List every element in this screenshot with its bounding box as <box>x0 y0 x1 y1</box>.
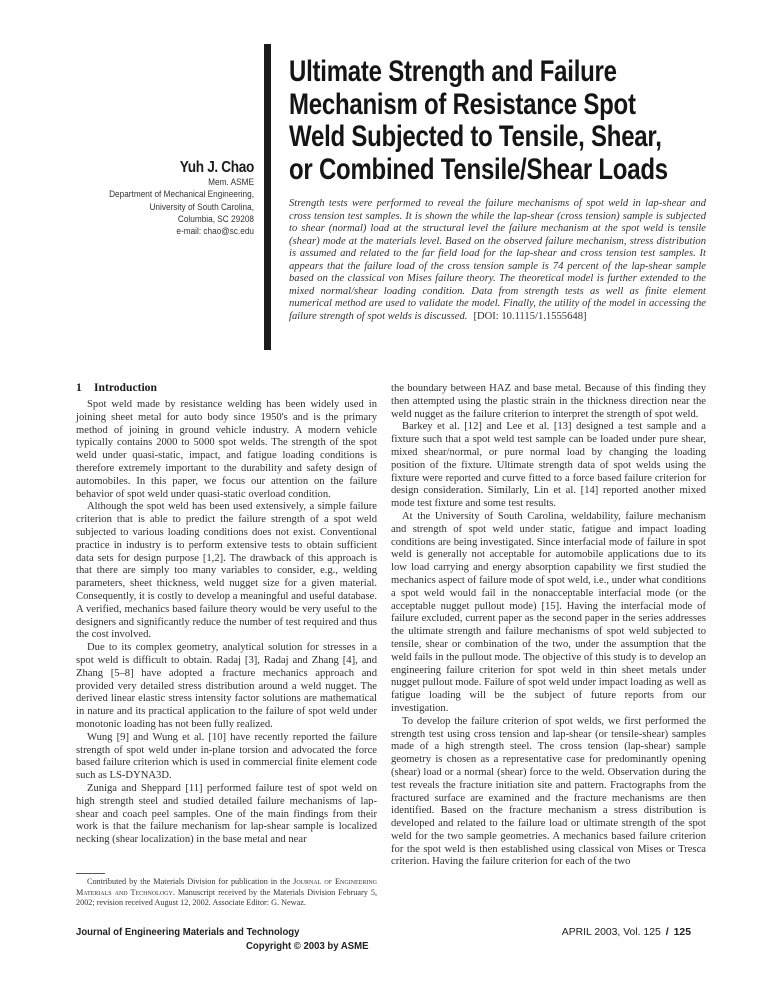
title-line: Weld Subjected to Tensile, Shear, <box>289 120 662 153</box>
paragraph: Due to its complex geometry, analytical solution for stresses in a spot weld is difficult to obtain. Radaj [3], Radaj and Zhang [4], and Zhang [5–8] have adopted a fracture mechanics approach and provided very detailed stress distribution around a weld nugget. The derived linear elastic stress intensity factor solutions are mathematical in nature and its practical application to the failure of spot weld under monotonic loading has not been fully realized. <box>76 642 377 730</box>
author-department: Department of Mechanical Engineering, <box>109 189 254 201</box>
paragraph: At the University of South Carolina, weldability, failure mechanism and strength of spot weld under static, fatigue and impact loading conditions are being investigated. Since interfacial mode of failure in spot weld is generally not acceptable for automobile applications due to its low load carrying and energy absorption capability we first studied the mechanics aspect of failure mode of spot weld, i.e., under what conditions a spot weld would fail in the nonacceptable interfacial mode (or the acceptable nugget pullout mode) [15]. Having the interfacial mode of failure excluded, current paper as the second paper in the series addresses the ultimate strength and failure mechanisms of spot weld subjected to tensile, shear or combination of the two, under the assumption that the weld fails in the pullout mode. The objective of this study is to develop an engineering failure criterion for spot weld in thin sheet metals under nugget pullout mode. Failure of spot weld under impact loading as well as fatigue loading will be the subject of future reports from our investigation. <box>391 510 706 714</box>
abstract <box>289 198 706 323</box>
author-email: e-mail: chao@sc.edu <box>176 226 254 238</box>
footnote-suffix: . Manuscript received by the Materials Division February 5, 2002; revision received August 12, 2002. Associate Editor: G. Newaz. <box>76 887 378 908</box>
paragraph: Zuniga and Sheppard [11] performed failure test of spot weld on high strength steel and studied detailed failure mechanisms of lap-shear and coach peel samples. One of the main findings from their work is that the failure mechanism for lap-shear sample is localized necking (shear localization) in the base metal and near <box>76 782 377 846</box>
footnote-rule <box>76 873 105 874</box>
section-title: Introduction <box>94 381 157 394</box>
title-line: Ultimate Strength and Failure <box>289 55 617 88</box>
footer-separator: / <box>665 927 669 938</box>
author-block <box>60 158 254 238</box>
paragraph: Wung [9] and Wung et al. [10] have recently reported the failure strength of spot weld under in-plane torsion and advocated the force based failure criterion which is used in commercial finite element code such as LS-DYNA3D. <box>76 731 377 782</box>
section-number: 1 <box>76 381 82 394</box>
doi-reference: [DOI: 10.1115/1.1555648] <box>473 310 587 322</box>
abstract-text: Strength tests were performed to reveal the failure mechanisms of spot weld in lap-shear and cross tension test samples. It is shown the while the lap-shear (cross tension) sample is subjected to shear (normal) load at the structural level the failure mechanism at the spot weld is tensile (shear) mode at the materials level. Based on the observed failure mechanism, stress distribution is assumed and related to the far field load for the lap-shear and cross tension test samples. It appears that the failure load of the cross tension sample is 74 percent of the lap-shear sample based on the classical von Mises failure theory. The theoretical model is further extended to the mixed normal/shear loading condition. Data from strength tests as well as finite element numerical method are used to validate the model. Finally, the utility of the model in accessing the failure strength of spot welds is discussed. <box>289 198 706 322</box>
paragraph: Spot weld made by resistance welding has been widely used in joining sheet metal for auto body since 1950's and is the primary method of joining in ground vehicle industry. A modern vehicle typically contains 2000 to 5000 spot welds. The strength of the spot weld under quasi-static, impact, and fatigue loading conditions is therefore extremely important to the durability and safety design of automobiles. In this paper, we focus our attention on the failure behavior of spot weld under quasi-static overload condition. <box>76 399 377 500</box>
author-city: Columbia, SC 29208 <box>177 213 254 225</box>
section-heading <box>76 381 377 395</box>
page-number: 125 <box>673 927 691 938</box>
right-column <box>391 383 706 869</box>
title-line: Mechanism of Resistance Spot <box>289 87 636 121</box>
author-name: Yuh J. Chao <box>179 159 254 176</box>
author-membership: Mem. ASME <box>208 177 254 188</box>
paragraph: Although the spot weld has been used extensively, a simple failure criterion that is able to predict the failure strength of a spot weld subjected to various loading conditions does not exist. Conventional practice in industry is to perform extensive tests to obtain sufficient data sets for design purpose [1,2]. The drawback of this approach is that there are simply too many variables to consider, e.g., welding parameters, sheet thickness, weld nugget size for a given material. Consequently, it is costly to develop a meaningful and useful database. A verified, mechanics based failure theory would be very useful to the designers and significantly reduce the number of test required and thus the cost involved. <box>76 501 377 641</box>
paragraph: To develop the failure criterion of spot welds, we first performed the strength test using cross tension and lap-shear (or tensile-shear) samples made of a high strength steel. The cross tension (lap-shear) sample geometry is chosen as a representative case for predominantly opening (shear) load or a normal (shear) force to the weld. Observation during the test reveals the fracture initiation site and pattern. Fractographs from the fractured surface are examined and the fracture mechanisms are then identified. Based on the fracture mechanism a stress distribution is developed and related to the failure load or ultimate strength of the spot weld for the two sample geometries. A mechanics based failure criterion for the spot weld is then established using classical von Mises or Tresca criterion. Having the failure criterion for each of the two <box>391 715 706 868</box>
paper-title <box>289 56 719 186</box>
footnote-prefix: Contributed by the Materials Division for publication in the <box>87 877 294 886</box>
footer-copyright: Copyright © 2003 by ASME <box>246 941 369 952</box>
left-column <box>76 381 377 847</box>
footnote-journal: Journal of Engineering Materials and Technology <box>76 877 377 897</box>
title-line: or Combined Tensile/Shear Loads <box>289 152 668 186</box>
paragraph: the boundary between HAZ and base metal. Because of this finding they then attempted using the plastic strain in the thickness direction near the weld nugget as the failure criterion to interpret the strength of spot weld. <box>391 383 706 420</box>
footer-journal-name: Journal of Engineering Materials and Technology <box>76 927 300 938</box>
footer-issue: APRIL 2003, Vol. 125 <box>561 927 661 938</box>
footnote <box>76 877 377 909</box>
author-university: University of South Carolina, <box>149 201 254 213</box>
title-accent-bar <box>264 44 271 350</box>
footer-issue-info <box>562 927 691 938</box>
paragraph: Barkey et al. [12] and Lee et al. [13] designed a test sample and a fixture such that a spot weld test sample can be loaded under pure shear, mixed shear/normal, or pure normal load by changing the loading position of the fixture. Ultimate strength data of spot welds using the fixture were reported and curve fitted to a force based failure criterion for design consideration. Similarly, Lin et al. [14] reported another mixed mode test fixture and some test results. <box>391 421 706 510</box>
